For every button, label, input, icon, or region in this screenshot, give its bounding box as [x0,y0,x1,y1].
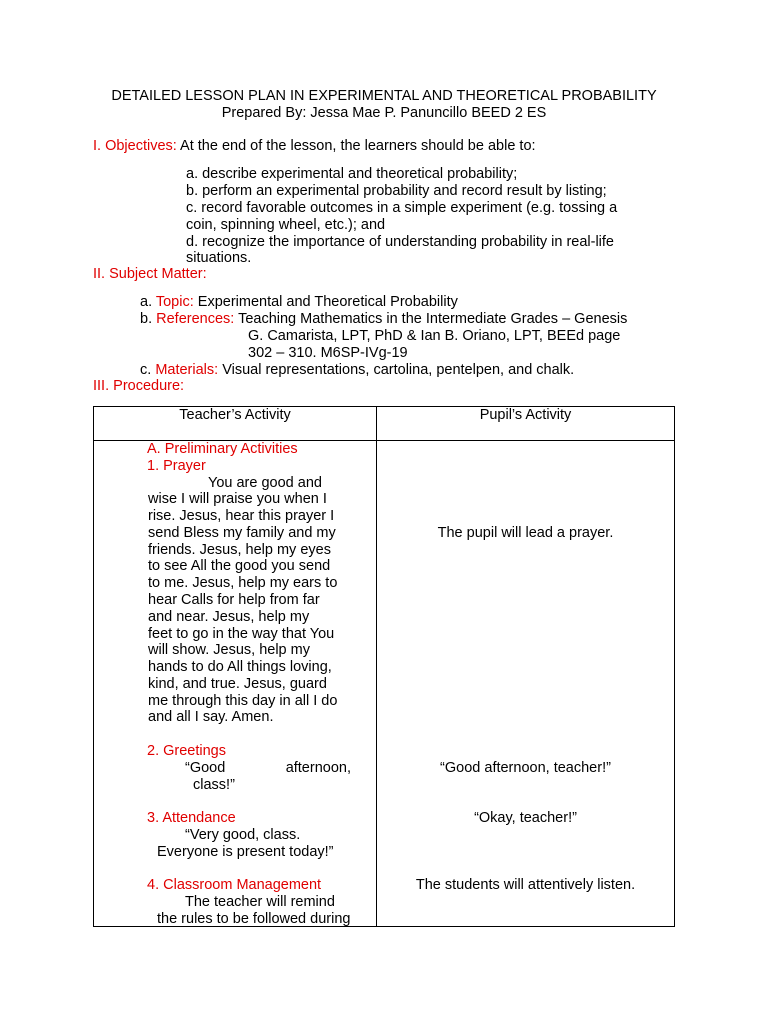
document-title: DETAILED LESSON PLAN IN EXPERIMENTAL AND THEORETICAL PROBABILITY [111,88,657,104]
attendance-pupil-response: “Okay, teacher!” [474,810,577,826]
prayer-line: and all I say. Amen. [148,709,274,725]
prayer-line: to see All the good you send [148,558,331,574]
greetings-line-1 [185,760,351,777]
topic-prefix: a. [140,294,156,310]
references-prefix: b. [140,311,157,327]
materials-line [140,362,574,379]
objective-b: b. perform an experimental probability and record result by listing; [186,183,607,199]
references-line [140,311,627,328]
prayer-line: You are good and [208,475,322,491]
subject-matter-heading: II. Subject Matter: [93,266,207,282]
objectives-intro: At the end of the lesson, the learners should be able to: [176,138,536,154]
attendance-line-2: Everyone is present today!” [157,844,334,860]
prayer-line: kind, and true. Jesus, guard [148,676,327,692]
objective-d-cont: situations. [186,250,252,266]
prayer-label: 1. Prayer [147,458,206,474]
prepared-by: Prepared By: Jessa Mae P. Panuncillo BEED 2 ES [221,105,547,121]
greetings-line-2: class!” [193,777,235,793]
references-value-3: 302 – 310. M6SP-IVg-19 [248,345,408,361]
management-pupil-response: The students will attentively listen. [415,877,636,893]
objectives-label: I. Objectives: [93,138,177,154]
prayer-line: wise I will praise you when I [148,491,327,507]
objective-c: c. record favorable outcomes in a simple experiment (e.g. tossing a [186,200,618,216]
prayer-line: will show. Jesus, help my [148,642,310,658]
references-label: References: [156,311,235,327]
objectives-heading [93,138,536,155]
greetings-label: 2. Greetings [147,743,226,759]
topic-line [140,294,458,311]
procedure-table [93,406,675,927]
prayer-line: friends. Jesus, help my eyes [148,542,331,558]
materials-label: Materials: [155,362,219,378]
greetings-text-1: “Good afternoon, [185,760,351,776]
prayer-line: to me. Jesus, help my ears to [148,575,338,591]
procedure-heading: III. Procedure: [93,378,185,394]
prayer-pupil-response: The pupil will lead a prayer. [437,525,614,541]
prayer-line: me through this day in all I do [148,693,338,709]
objective-c-cont: coin, spinning wheel, etc.); and [186,217,386,233]
classroom-management-label: 4. Classroom Management [147,877,322,893]
objective-a: a. describe experimental and theoretical probability; [186,166,518,182]
references-value-1: Teaching Mathematics in the Intermediate Grades – Genesis [234,311,628,327]
prayer-line: feet to go in the way that You [148,626,335,642]
topic-value: Experimental and Theoretical Probability [193,294,458,310]
management-line-2: the rules to be followed during [157,911,351,927]
objective-d: d. recognize the importance of understanding probability in real-life [186,234,614,250]
management-line-1: The teacher will remind [185,894,335,910]
prayer-line: rise. Jesus, hear this prayer I [148,508,335,524]
references-value-2: G. Camarista, LPT, PhD & Ian B. Oriano, LPT, BEEd page [248,328,621,344]
topic-label: Topic: [155,294,194,310]
greetings-pupil-response: “Good afternoon, teacher!” [440,760,611,776]
teacher-activity-header: Teacher’s Activity [179,407,291,423]
prayer-line: send Bless my family and my [148,525,336,541]
prayer-line: hands to do All things loving, [148,659,332,675]
pupil-activity-header: Pupil’s Activity [479,407,572,423]
prayer-line: hear Calls for help from far [148,592,320,608]
prayer-line: and near. Jesus, help my [148,609,310,625]
attendance-label: 3. Attendance [147,810,236,826]
materials-prefix: c. [140,362,156,378]
attendance-line-1: “Very good, class. [185,827,301,843]
preliminary-activities-label: A. Preliminary Activities [147,441,298,457]
table-column-divider [376,407,377,926]
materials-value: Visual representations, cartolina, pentelpen, and chalk. [218,362,575,378]
